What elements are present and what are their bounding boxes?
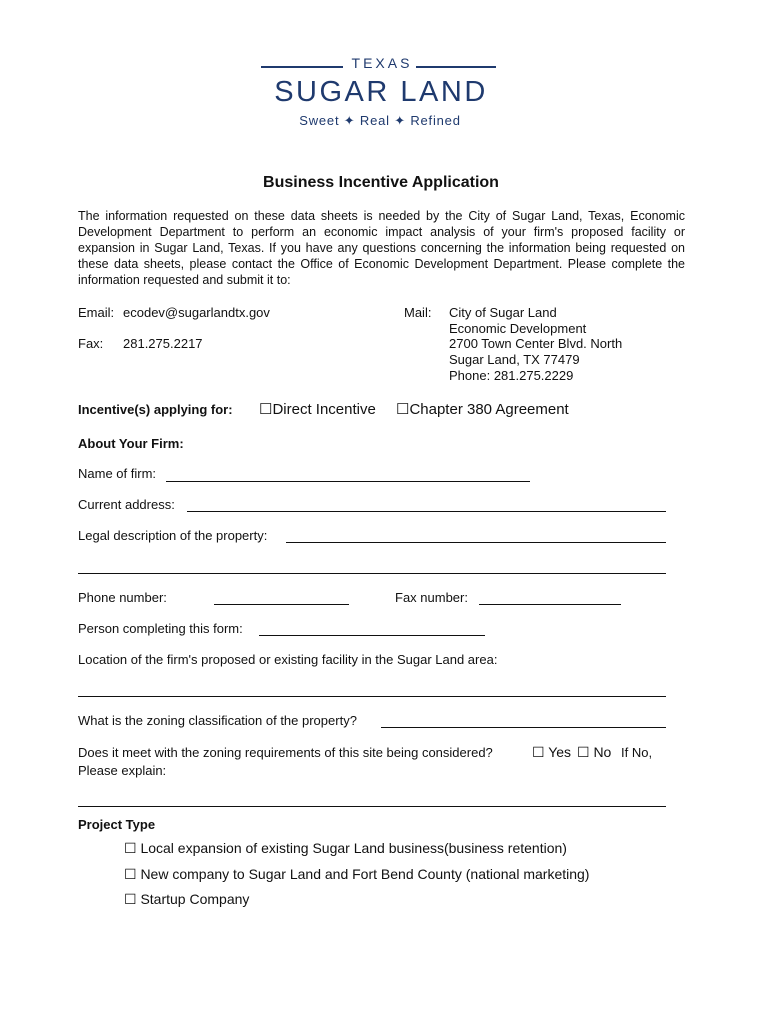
location-field[interactable] [78, 696, 666, 697]
intro-paragraph: The information requested on these data sheets is needed by the City of Sugar Land, Texas, Economic Development Department to perform an economic impact analysis of your firm's proposed facility or expansion in Sugar Land, Texas. If you have any questions concerning the information being requested on these data sheets, please contact the Office of Economic Development Department. Please complete the information requested and submit it to: [78, 209, 685, 287]
explain-field[interactable] [78, 806, 666, 807]
phone-field[interactable] [214, 604, 349, 605]
email-label: Email: [78, 305, 115, 320]
mail-line: Phone: 281.275.2229 [449, 368, 574, 383]
fax-number-field[interactable] [479, 604, 621, 605]
fax-label: Fax: [78, 336, 104, 351]
project-type-heading: Project Type [78, 817, 156, 832]
logo-tagline: Sweet ✦ Real ✦ Refined [299, 113, 461, 128]
please-explain-label: Please explain: [78, 763, 167, 778]
project-option-new-company[interactable]: ☐ New company to Sugar Land and Fort Bend County (national marketing) [124, 866, 590, 882]
project-option-startup[interactable]: ☐ Startup Company [124, 891, 250, 907]
logo-wordmark: SUGAR LAND [274, 76, 488, 108]
direct-incentive-checkbox[interactable]: ☐Direct Incentive [259, 401, 376, 418]
firm-name-field[interactable] [166, 481, 530, 482]
logo-texas: TEXAS [351, 55, 413, 71]
zoning-yes-checkbox[interactable]: ☐ Yes [532, 744, 572, 760]
project-option-local-expansion[interactable]: ☐ Local expansion of existing Sugar Land business(business retention) [124, 840, 567, 856]
fax-value: 281.275.2217 [123, 336, 203, 351]
zoning-label: What is the zoning classification of the property? [78, 713, 357, 728]
if-no-label: If No, [621, 745, 653, 760]
zoning-field[interactable] [381, 727, 666, 728]
mail-line: City of Sugar Land [449, 305, 557, 320]
about-firm-heading: About Your Firm: [78, 436, 184, 451]
logo-line-right [416, 66, 496, 68]
logo-line-left [261, 66, 343, 68]
email-value[interactable]: ecodev@sugarlandtx.gov [123, 305, 270, 320]
address-label: Current address: [78, 497, 175, 512]
legal-description-field-line2[interactable] [78, 573, 666, 574]
zoning-no-checkbox[interactable]: ☐ No [577, 744, 612, 760]
incentives-label: Incentive(s) applying for: [78, 402, 233, 417]
mail-label: Mail: [404, 305, 432, 320]
person-completing-field[interactable] [259, 635, 485, 636]
firm-name-label: Name of firm: [78, 466, 157, 481]
legal-description-field[interactable] [286, 542, 666, 543]
zoning-requirements-label: Does it meet with the zoning requirements of this site being considered? [78, 745, 493, 760]
address-field[interactable] [187, 511, 666, 512]
location-label: Location of the firm's proposed or existing facility in the Sugar Land area: [78, 652, 498, 667]
legal-description-label: Legal description of the property: [78, 528, 268, 543]
mail-line: 2700 Town Center Blvd. North [449, 336, 623, 351]
fax-number-label: Fax number: [395, 590, 468, 605]
mail-line: Sugar Land, TX 77479 [449, 352, 580, 367]
person-completing-label: Person completing this form: [78, 621, 243, 636]
mail-line: Economic Development [449, 321, 587, 336]
chapter-380-checkbox[interactable]: ☐Chapter 380 Agreement [396, 401, 569, 418]
page-title: Business Incentive Application [263, 174, 499, 191]
phone-label: Phone number: [78, 590, 167, 605]
